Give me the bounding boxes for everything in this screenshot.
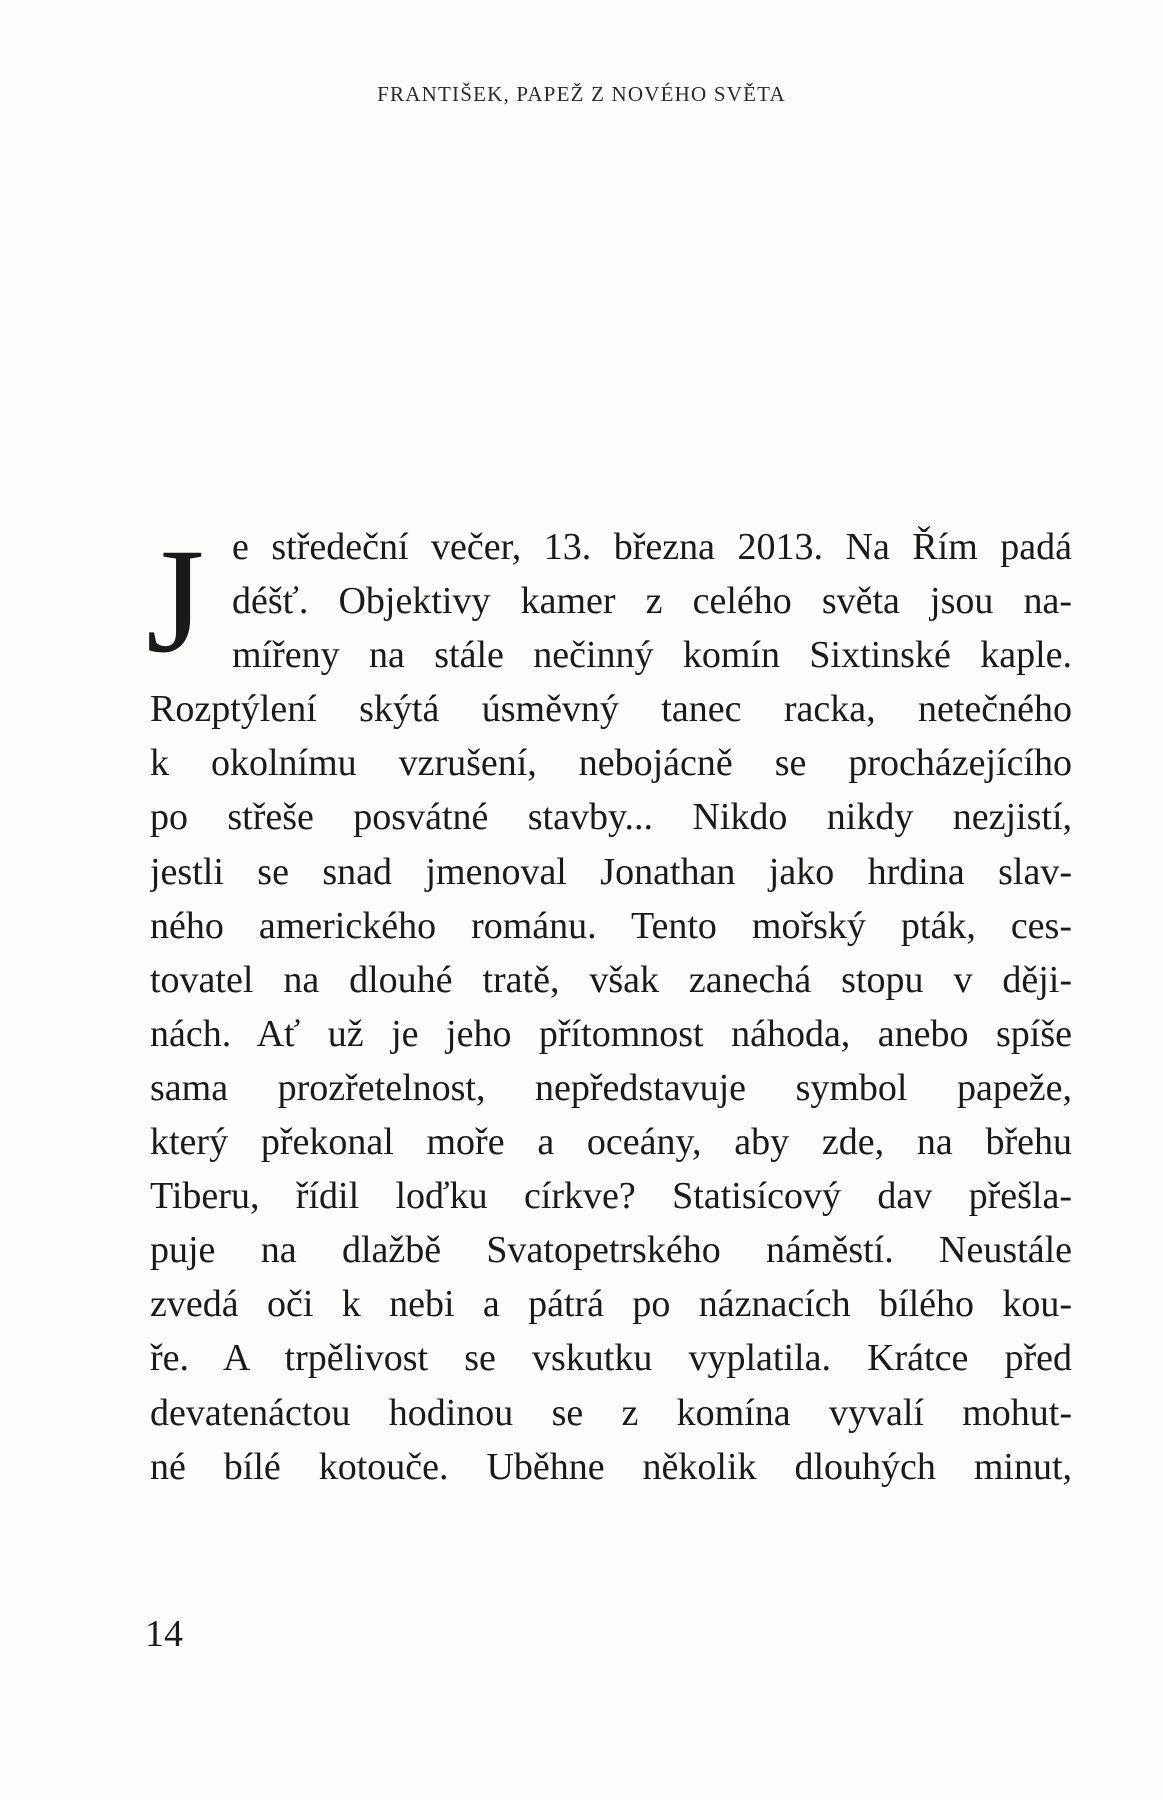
text-line: puje na dlažbě Svatopetrského náměstí. Neustále	[150, 1229, 1072, 1272]
body-text	[146, 518, 1072, 1494]
text-line: déšť. Objektivy kamer z celého světa jsou na-	[232, 580, 1072, 623]
text-line: zvedá oči k nebi a pátrá po náznacích bílého kou-	[150, 1283, 1072, 1326]
text-line: e středeční večer, 13. března 2013. Na Řím padá	[232, 526, 1072, 568]
text-line: nách. Ať už je jeho přítomnost náhoda, anebo spíše	[150, 1012, 1072, 1055]
text-line: devatenáctou hodinou se z komína vyvalí mohut-	[150, 1391, 1072, 1434]
text-line: tovatel na dlouhé tratě, však zanechá stopu v ději-	[150, 958, 1072, 1001]
text-line: Rozptýlení skýtá úsměvný tanec racka, netečného	[150, 688, 1072, 731]
text-line: ře. A trpělivost se vskutku vyplatila. Krátce před	[150, 1337, 1072, 1380]
text-line: k okolnímu vzrušení, nebojácně se procházejícího	[150, 742, 1072, 785]
text-line: po střeše posvátné stavby... Nikdo nikdy nezjistí,	[150, 796, 1072, 839]
running-head: FRANTIŠEK, PAPEŽ Z NOVÉHO SVĚTA	[377, 82, 786, 106]
text-line: sama prozřetelnost, nepředstavuje symbol papeže,	[150, 1066, 1072, 1109]
text-line: který překonal moře a oceány, aby zde, na břehu	[150, 1121, 1072, 1164]
page-number: 14	[145, 1613, 183, 1655]
text-line: né bílé kotouče. Uběhne několik dlouhých minut,	[150, 1445, 1072, 1488]
text-line: jestli se snad jmenoval Jonathan jako hrdina slav-	[150, 850, 1072, 893]
text-line: ného amerického románu. Tento mořský pták, ces-	[150, 904, 1072, 947]
drop-cap: J	[146, 518, 205, 684]
text-line: Tiberu, řídil loďku církve? Statisícový dav přešla-	[150, 1175, 1072, 1218]
text-line: mířeny na stále nečinný komín Sixtinské kaple.	[232, 634, 1072, 677]
